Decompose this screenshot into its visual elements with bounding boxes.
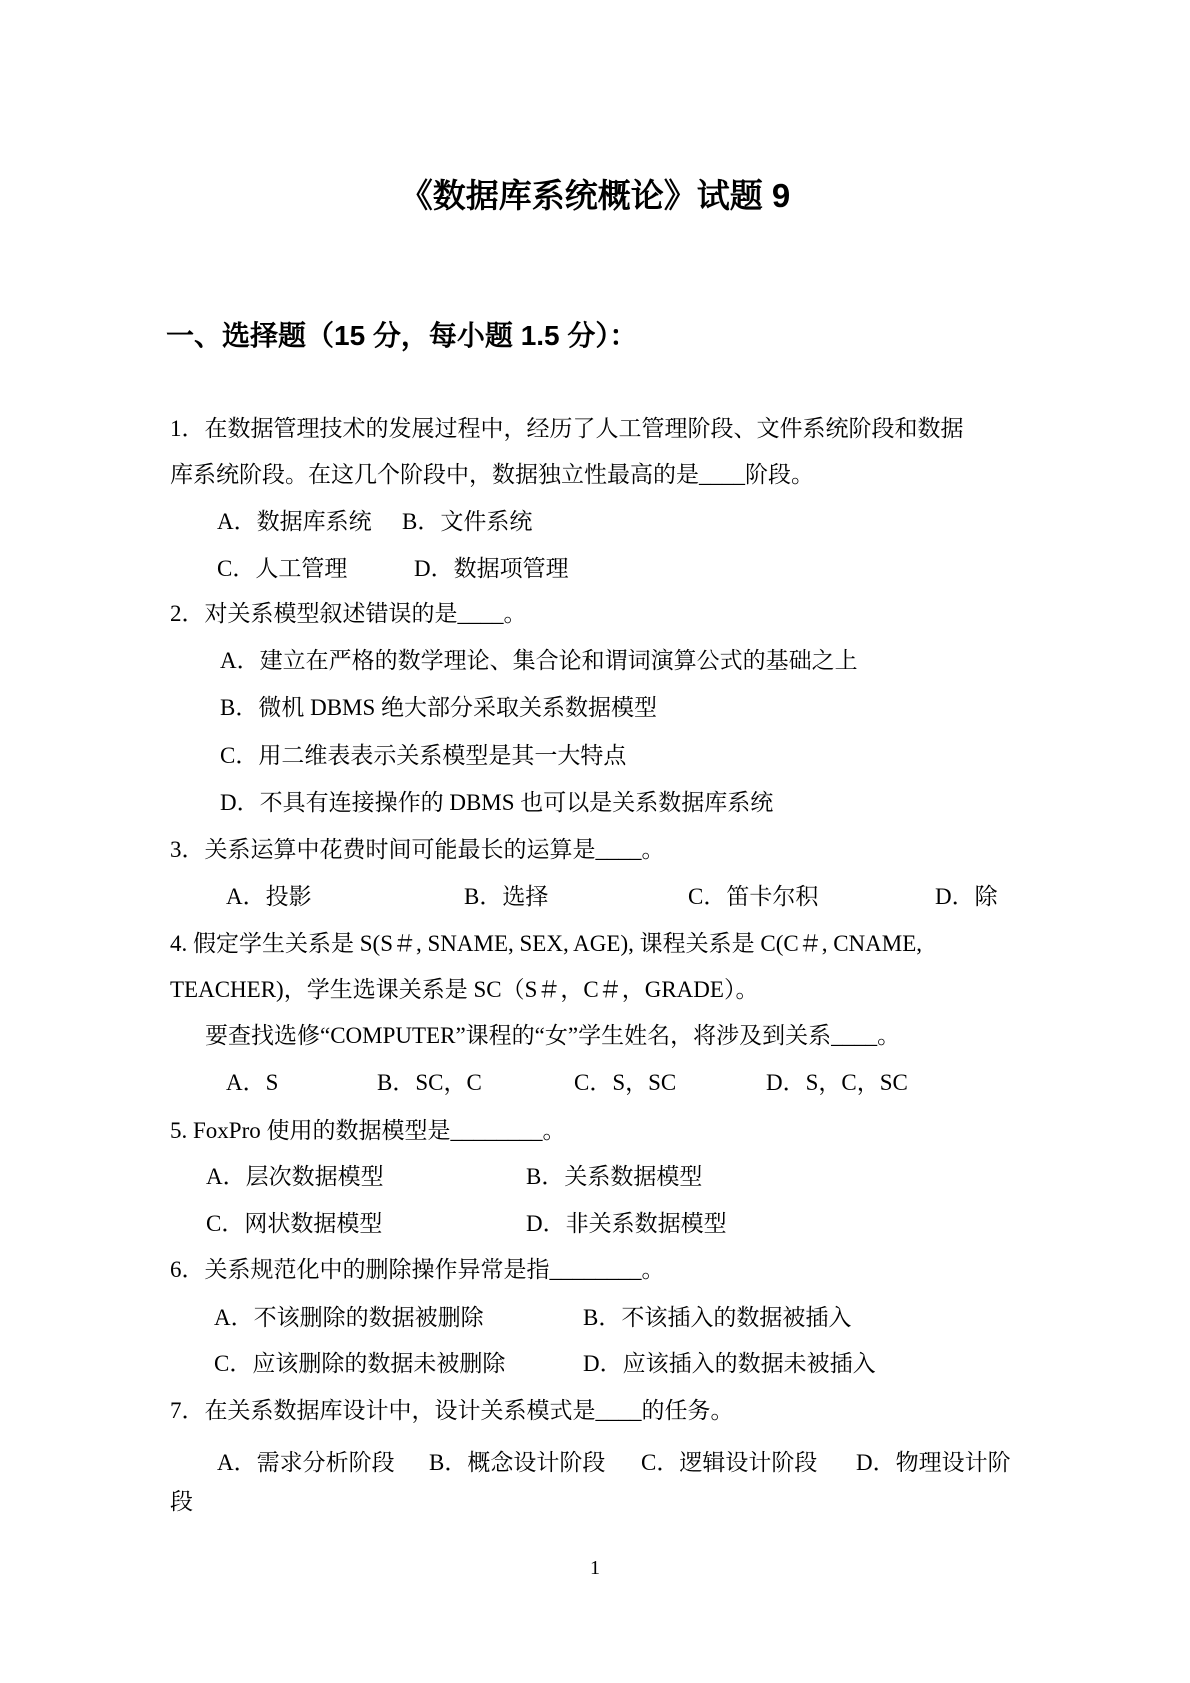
question-1-option-d: D．数据项管理	[414, 556, 569, 581]
question-4-option-d: D．S，C，SC	[766, 1070, 908, 1095]
question-7-option-c: C．逻辑设计阶段	[641, 1450, 818, 1475]
question-5-option-b: B．关系数据模型	[526, 1164, 703, 1189]
question-1-option-c: C．人工管理	[217, 556, 348, 581]
question-6-option-a: A．不该删除的数据被删除	[214, 1305, 484, 1330]
question-6-options-row-1	[170, 1304, 1070, 1336]
question-6-option-b: B．不该插入的数据被插入	[583, 1305, 852, 1330]
question-5-option-c: C．网状数据模型	[206, 1211, 383, 1236]
question-4-stem-line-2: TEACHER)，学生选课关系是 SC（S＃，C＃，GRADE）。	[170, 977, 759, 1002]
question-4-stem-line-3: 要查找选修“COMPUTER”课程的“女”学生姓名，将涉及到关系____。	[205, 1023, 901, 1048]
question-2-option-c: C．用二维表表示关系模型是其一大特点	[220, 743, 627, 768]
question-5-option-d: D．非关系数据模型	[526, 1211, 727, 1236]
question-6-stem: 6．关系规范化中的删除操作异常是指________。	[170, 1257, 665, 1282]
question-5-options-row-2	[170, 1210, 1070, 1242]
question-1-options-row-2	[170, 555, 1070, 587]
question-2-option-b: B．微机 DBMS 绝大部分采取关系数据模型	[220, 695, 658, 720]
question-1-options-row-1	[170, 508, 1070, 540]
question-4-stem-line-1: 4. 假定学生关系是 S(S＃, SNAME, SEX, AGE), 课程关系是 C(C＃, CNAME,	[170, 931, 923, 956]
question-2-option-a: A．建立在严格的数学理论、集合论和谓词演算公式的基础之上	[220, 648, 858, 673]
question-7-option-d: D．物理设计阶	[856, 1450, 1011, 1475]
page-number: 1	[590, 1557, 600, 1579]
question-7-option-d-wrap: 段	[170, 1489, 193, 1514]
question-6-option-d: D．应该插入的数据未被插入	[583, 1351, 876, 1376]
question-5-options-row-1	[170, 1163, 1070, 1195]
question-3-options-row	[170, 883, 1070, 915]
question-7-options-row	[170, 1449, 1070, 1481]
question-1-option-a: A．数据库系统	[217, 509, 372, 534]
question-6-options-row-2	[170, 1350, 1070, 1382]
question-2-stem: 2．对关系模型叙述错误的是____。	[170, 601, 527, 626]
section-heading: 一、选择题（15 分，每小题 1.5 分）：	[166, 320, 638, 351]
question-2-option-d: D．不具有连接操作的 DBMS 也可以是关系数据库系统	[220, 790, 774, 815]
question-4-options-row	[170, 1069, 1070, 1101]
question-4-option-c: C．S，SC	[574, 1070, 677, 1095]
question-7-stem: 7．在关系数据库设计中，设计关系模式是____的任务。	[170, 1398, 734, 1423]
question-7-option-a: A．需求分析阶段	[217, 1450, 395, 1475]
question-7-option-b: B．概念设计阶段	[429, 1450, 606, 1475]
question-5-option-a: A．层次数据模型	[206, 1164, 384, 1189]
question-3-stem: 3．关系运算中花费时间可能最长的运算是____。	[170, 837, 665, 862]
question-4-option-a: A．S	[226, 1070, 279, 1095]
question-1-stem-line-2: 库系统阶段。在这几个阶段中，数据独立性最高的是____阶段。	[170, 462, 814, 487]
question-5-stem: 5. FoxPro 使用的数据模型是________。	[170, 1118, 566, 1143]
page-title: 《数据库系统概论》试题 9	[399, 177, 791, 214]
question-1-option-b: B．文件系统	[402, 509, 533, 534]
question-4-option-b: B．SC，C	[377, 1070, 482, 1095]
question-3-option-d: D．除	[935, 884, 998, 909]
question-3-option-b: B．选择	[464, 884, 549, 909]
question-3-option-c: C．笛卡尔积	[688, 884, 819, 909]
question-1-stem-line-1: 1．在数据管理技术的发展过程中，经历了人工管理阶段、文件系统阶段和数据	[170, 416, 964, 441]
question-6-option-c: C．应该删除的数据未被删除	[214, 1351, 506, 1376]
question-3-option-a: A．投影	[226, 884, 312, 909]
